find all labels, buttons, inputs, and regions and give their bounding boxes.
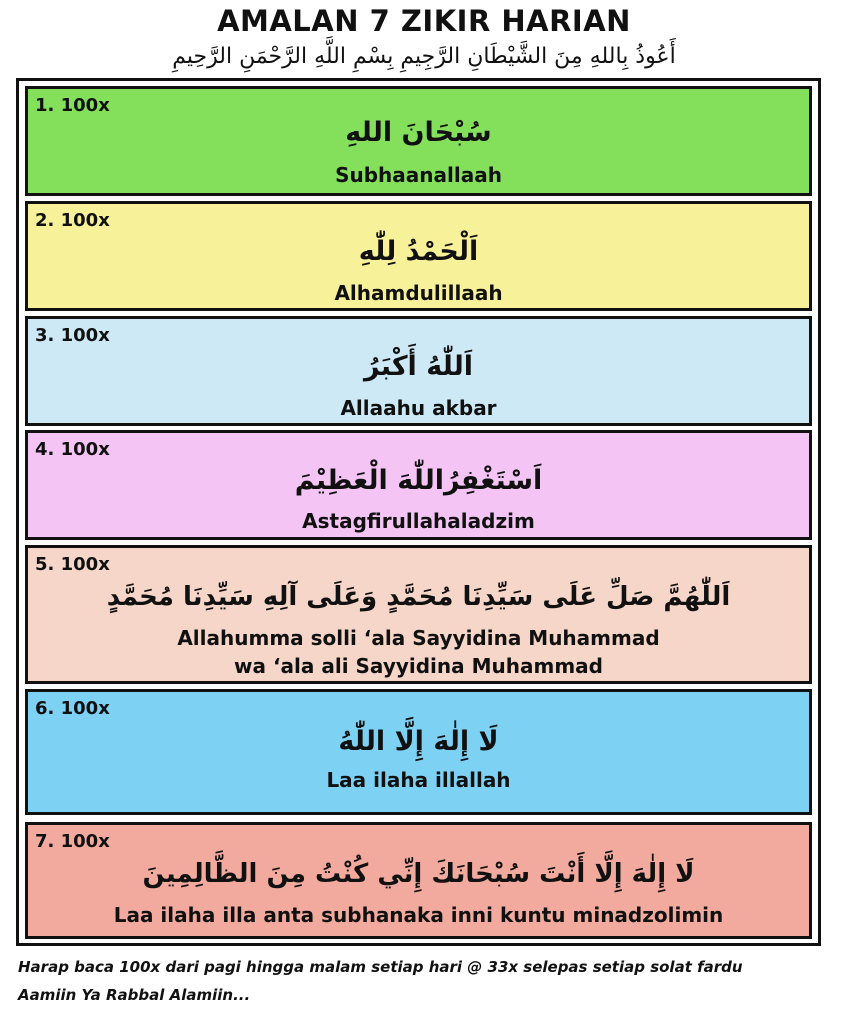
- zikir-arabic: لَا إِلٰهَ إِلَّا اللّٰهُ: [338, 726, 499, 757]
- zikir-arabic: اَسْتَغْفِرُاللّٰهَ الْعَظِيْمَ: [294, 465, 543, 496]
- zikir-arabic: اَللّٰهُ أَكْبَرُ: [364, 351, 473, 382]
- zikir-arabic: لَا إِلٰهَ إِلَّا أَنْتَ سُبْحَانَكَ إِنِّي كُنْتُ مِنَ الظَّالِمِينَ: [142, 859, 695, 889]
- footer-prayer: Aamiin Ya Rabbal Alamiin...: [18, 986, 251, 1004]
- zikir-transliteration: Astagfirullahaladzim: [302, 509, 535, 533]
- zikir-count: 4. 100x: [35, 439, 110, 460]
- zikir-transliteration: Subhaanallaah: [335, 163, 502, 187]
- zikir-count: 5. 100x: [35, 554, 110, 575]
- zikir-card-3: [25, 316, 812, 426]
- zikir-card-6: [25, 689, 812, 815]
- zikir-card-5: [25, 545, 812, 684]
- zikir-arabic: اَللّٰهُمَّ صَلِّ عَلَى سَيِّدِنَا مُحَمَّدٍ وَعَلَى آلِهِ سَيِّدِنَا مُحَمَّدٍ: [106, 582, 731, 612]
- zikir-list-frame: [16, 78, 821, 946]
- zikir-count: 3. 100x: [35, 325, 110, 346]
- zikir-transliteration: Allahumma solli ‘ala Sayyidina Muhammad: [177, 626, 660, 650]
- footer-instruction: Harap baca 100x dari pagi hingga malam setiap hari @ 33x selepas setiap solat fardu: [18, 958, 743, 976]
- zikir-card-7: [25, 822, 812, 939]
- zikir-count: 1. 100x: [35, 95, 110, 116]
- zikir-arabic: سُبْحَانَ اللهِ: [345, 117, 492, 148]
- zikir-count: 6. 100x: [35, 698, 110, 719]
- zikir-transliteration: Allaahu akbar: [340, 396, 497, 420]
- basmala-subtitle: أَعُوذُ بِاللهِ مِنَ الشَّيْطَانِ الرَّجِيمِ بِسْمِ اللَّهِ الرَّحْمَنِ الرَّحِيمِ: [172, 44, 676, 69]
- zikir-count: 2. 100x: [35, 210, 110, 231]
- zikir-card-4: [25, 430, 812, 540]
- zikir-count: 7. 100x: [35, 831, 110, 852]
- zikir-transliteration-line2: wa ‘ala ali Sayyidina Muhammad: [234, 654, 603, 678]
- zikir-transliteration: Laa ilaha illallah: [326, 768, 511, 792]
- zikir-transliteration: Laa ilaha illa anta subhanaka inni kuntu minadzolimin: [113, 903, 724, 927]
- page-title: AMALAN 7 ZIKIR HARIAN: [217, 4, 631, 38]
- zikir-card-1: [25, 86, 812, 196]
- zikir-transliteration: Alhamdulillaah: [334, 281, 503, 305]
- zikir-card-2: [25, 201, 812, 311]
- zikir-arabic: اَلْحَمْدُ لِلّٰهِ: [358, 236, 479, 267]
